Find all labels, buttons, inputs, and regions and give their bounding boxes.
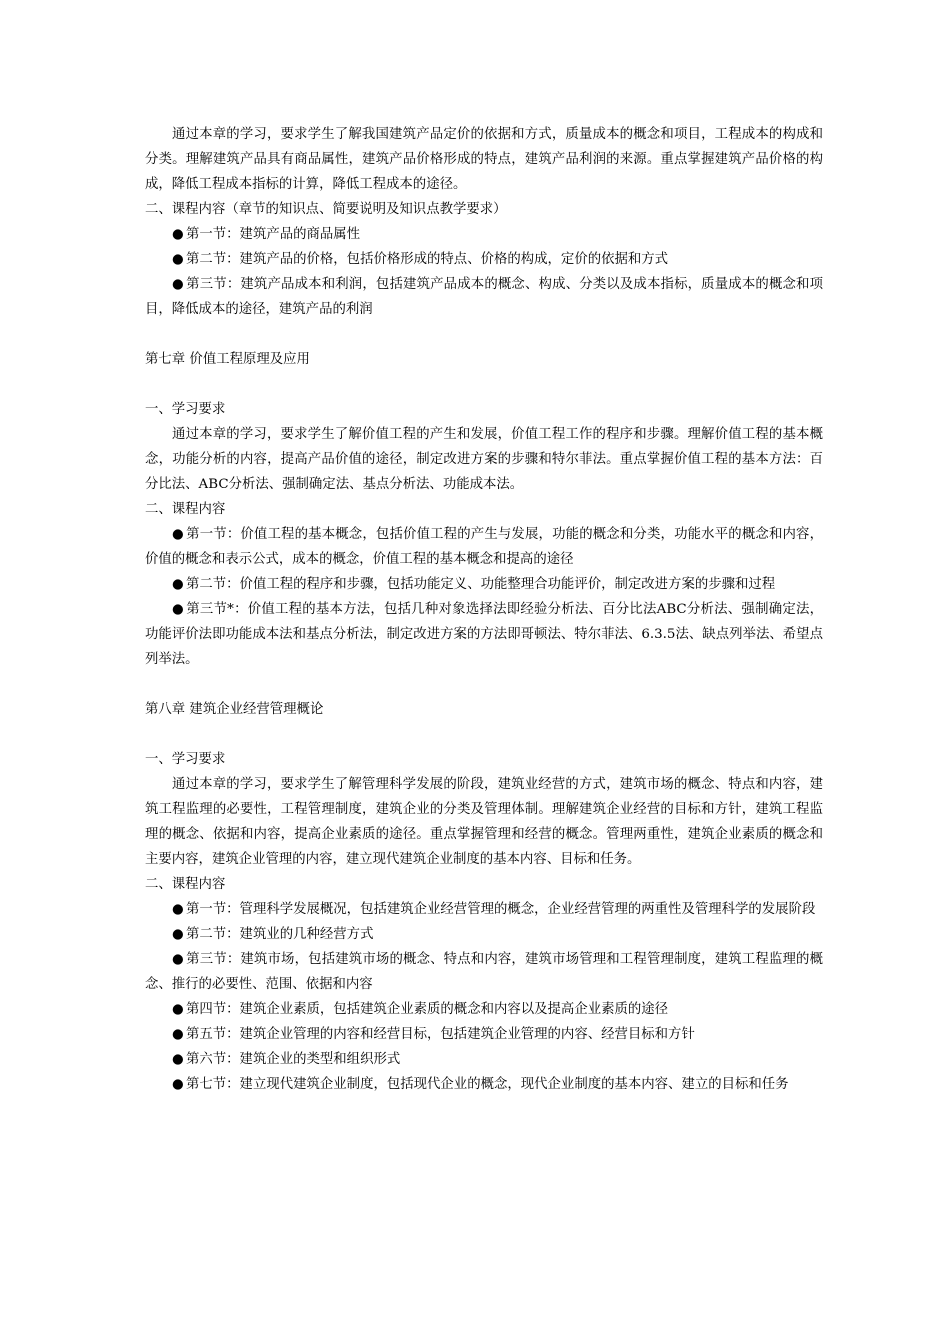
bullet-icon: ●	[172, 902, 184, 917]
ch8-item-6: ● 第六节：建筑企业的类型和组织形式	[145, 1047, 823, 1072]
bullet-icon: ●	[172, 602, 184, 617]
ch7-item-1: ● 第一节：价值工程的基本概念，包括价值工程的产生与发展，功能的概念和分类，功能水平的概念和内容，价值的概念和表示公式，成本的概念，价值工程的基本概念和提高的途径	[145, 522, 823, 572]
ch8-item-3: ● 第三节：建筑市场，包括建筑市场的概念、特点和内容，建筑市场管理和工程管理制度，建筑工程监理的概念、推行的必要性、范围、依据和内容	[145, 947, 823, 997]
ch8-content-heading: 二、课程内容	[145, 877, 226, 892]
bullet-icon: ●	[172, 252, 184, 267]
ch7-intro-paragraph: 通过本章的学习，要求学生了解价值工程的产生和发展，价值工程工作的程序和步骤。理解价值工程的基本概念，功能分析的内容，提高产品价值的途径，制定改进方案的步骤和特尔菲法。重点掌握价值工程的基本方法：百分比法、ABC分析法、强制确定法、基点分析法、功能成本法。	[145, 427, 823, 492]
ch8-item-1: ● 第一节：管理科学发展概况，包括建筑企业经营管理的概念，企业经营管理的两重性及管理科学的发展阶段	[145, 897, 823, 922]
document-page	[145, 122, 823, 1097]
bullet-icon: ●	[172, 952, 184, 967]
bullet-icon: ●	[172, 1052, 184, 1067]
bullet-icon: ●	[172, 227, 184, 242]
ch7-content-heading: 二、课程内容	[145, 502, 226, 517]
ch7-req-heading: 一、学习要求	[145, 402, 226, 417]
ch8-item-7: ● 第七节：建立现代建筑企业制度，包括现代企业的概念，现代企业制度的基本内容、建立的目标和任务	[145, 1072, 823, 1097]
ch8-item-2: ● 第二节：建筑业的几种经营方式	[145, 922, 823, 947]
bullet-icon: ●	[172, 527, 184, 542]
ch8-req-heading: 一、学习要求	[145, 752, 226, 767]
ch7-item-3: ● 第三节*：价值工程的基本方法，包括几种对象选择法即经验分析法、百分比法ABC分析法、强制确定法，功能评价法即功能成本法和基点分析法，制定改进方案的方法即哥顿法、特尔菲法、6.3.5法、缺点列举法、希望点列举法。	[145, 597, 823, 672]
bullet-icon: ●	[172, 1002, 184, 1017]
ch6-item-1: ● 第一节：建筑产品的商品属性	[145, 222, 823, 247]
ch8-title: 第八章 建筑企业经营管理概论	[145, 702, 324, 717]
ch7-title: 第七章 价值工程原理及应用	[145, 352, 310, 367]
ch8-item-4: ● 第四节：建筑企业素质，包括建筑企业素质的概念和内容以及提高企业素质的途径	[145, 997, 823, 1022]
bullet-icon: ●	[172, 1077, 184, 1092]
ch8-item-5: ● 第五节：建筑企业管理的内容和经营目标，包括建筑企业管理的内容、经营目标和方针	[145, 1022, 823, 1047]
ch6-item-2: ● 第二节：建筑产品的价格，包括价格形成的特点、价格的构成，定价的依据和方式	[145, 247, 823, 272]
bullet-icon: ●	[172, 927, 184, 942]
ch6-item-3: ● 第三节：建筑产品成本和利润，包括建筑产品成本的概念、构成、分类以及成本指标，质量成本的概念和项目，降低成本的途径，建筑产品的利润	[145, 272, 823, 322]
ch6-intro-paragraph: 通过本章的学习，要求学生了解我国建筑产品定价的依据和方式，质量成本的概念和项目，工程成本的构成和分类。理解建筑产品具有商品属性，建筑产品价格形成的特点，建筑产品利润的来源。重点掌握建筑产品价格的构成，降低工程成本指标的计算，降低工程成本的途径。	[145, 127, 823, 192]
ch6-content-heading: 二、课程内容（章节的知识点、简要说明及知识点教学要求）	[145, 202, 507, 217]
bullet-icon: ●	[172, 277, 184, 292]
ch8-intro-paragraph: 通过本章的学习，要求学生了解管理科学发展的阶段，建筑业经营的方式，建筑市场的概念、特点和内容，建筑工程监理的必要性，工程管理制度，建筑企业的分类及管理体制。理解建筑企业经营的目标和方针，建筑工程监理的概念、依据和内容，提高企业素质的途径。重点掌握管理和经营的概念。管理两重性，建筑企业素质的概念和主要内容，建筑企业管理的内容，建立现代建筑企业制度的基本内容、目标和任务。	[145, 777, 823, 867]
ch7-item-2: ● 第二节：价值工程的程序和步骤，包括功能定义、功能整理合功能评价，制定改进方案的步骤和过程	[145, 572, 823, 597]
bullet-icon: ●	[172, 577, 184, 592]
bullet-icon: ●	[172, 1027, 184, 1042]
